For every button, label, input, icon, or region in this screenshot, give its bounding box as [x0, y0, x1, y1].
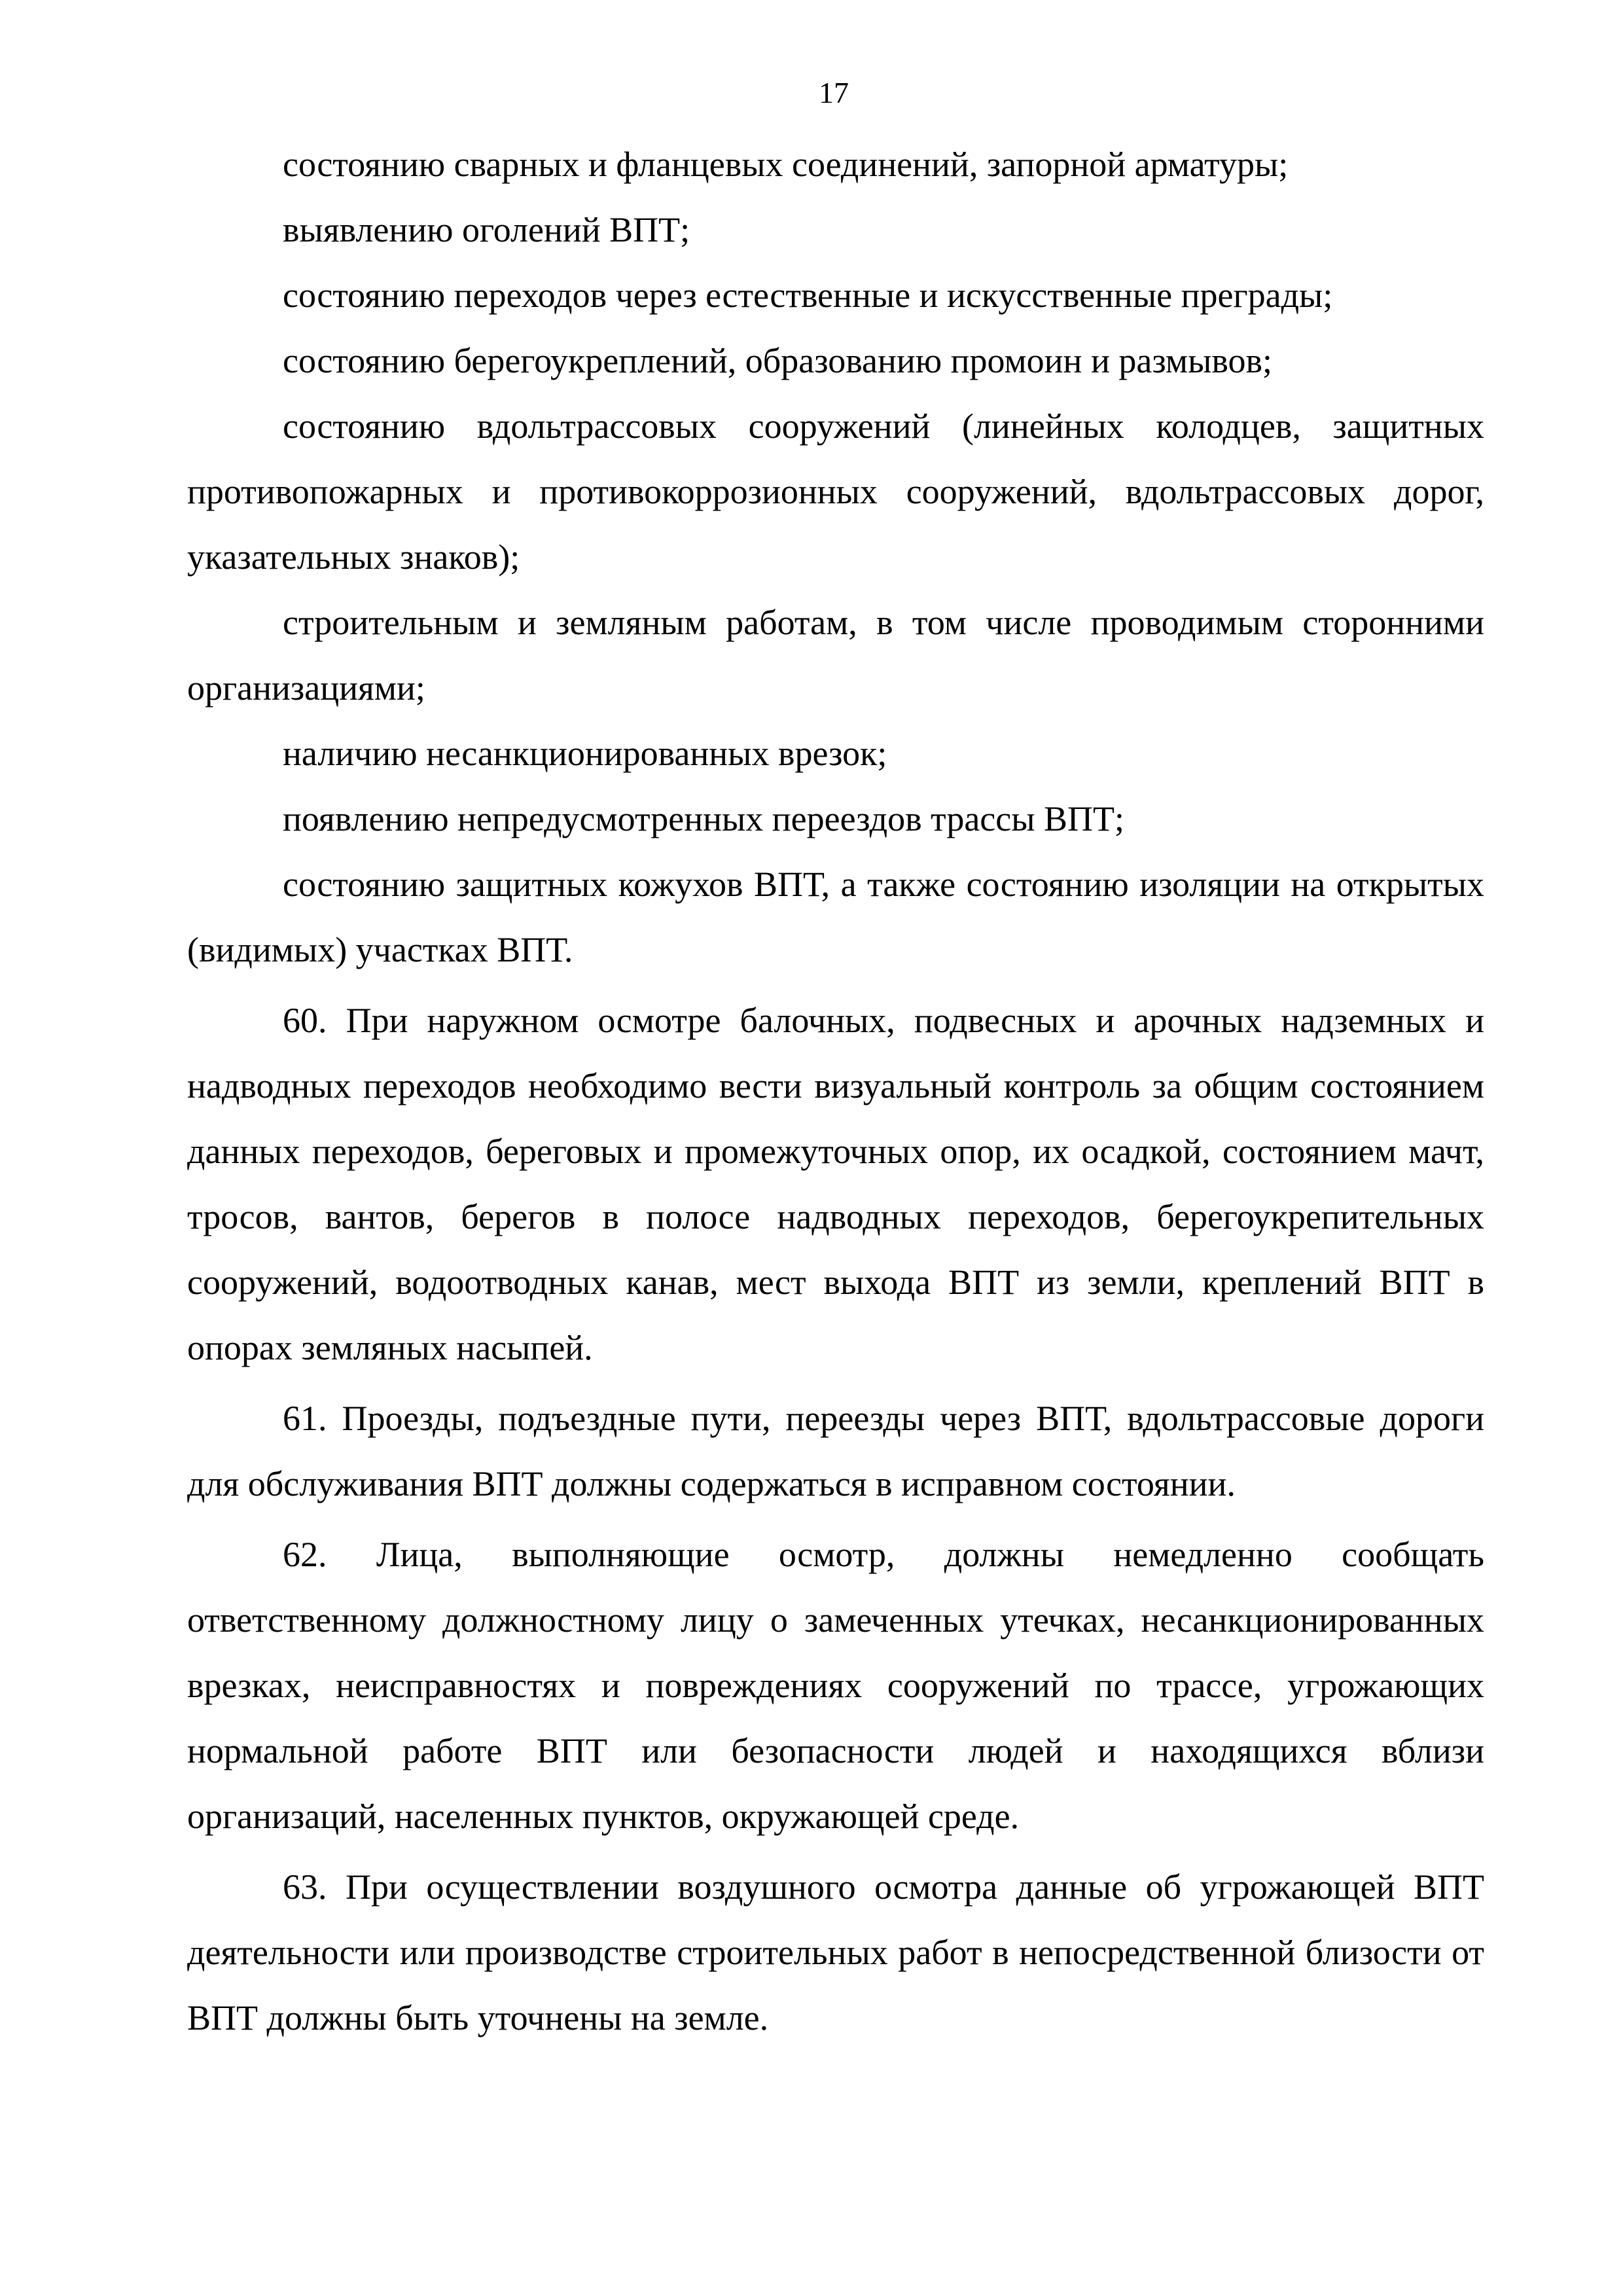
paragraph-crossings: состоянию переходов через естественные и искусственные преграды;	[283, 276, 1333, 315]
paragraph-pipe-exposure: выявлению оголений ВПТ;	[283, 210, 690, 249]
paragraph-protective-casings: состоянию защитных кожухов ВПТ, а также состоянию изоляции на открытых (видимых) участках ВПТ.	[187, 865, 1484, 969]
paragraph-welded-joints: состоянию сварных и фланцевых соединений, запорной арматуры;	[283, 145, 1289, 184]
paragraph-construction-works: строительным и земляным работам, в том числе проводимым сторонними организациями;	[187, 603, 1484, 708]
paragraph-item-60: 60. При наружном осмотре балочных, подвесных и арочных надземных и надводных переходов необходимо вести визуальный контроль за общим состоянием данных переходов, береговых и промежуточных опор, их осадкой, состоянием мачт, тросов, вантов, берегов в полосе надводных переходов, берегоукрепительных сооружений, водоотводных канав, мест выхода ВПТ из земли, креплений ВПТ в опорах земляных насыпей.	[187, 1001, 1484, 1367]
paragraph-bank-protection: состоянию берегоукреплений, образованию промоин и размывов;	[283, 341, 1272, 380]
paragraph-unplanned-crossings: появлению непредусмотренных переездов трассы ВПТ;	[283, 799, 1125, 838]
paragraph-item-62: 62. Лица, выполняющие осмотр, должны немедленно сообщать ответственному должностному лицу о замеченных утечках, несанкционированных врезках, неисправностях и повреждениях сооружений по трассе, угрожающих нормальной работе ВПТ или безопасности людей и находящихся вблизи организаций, населенных пунктов, окружающей среде.	[187, 1535, 1484, 1836]
paragraph-route-structures: состоянию вдольтрассовых сооружений (линейных колодцев, защитных противопожарных и противокоррозионных сооружений, вдольтрассовых дорог, указательных знаков);	[187, 406, 1484, 577]
paragraph-item-61: 61. Проезды, подъездные пути, переезды через ВПТ, вдольтрассовые дороги для обслуживания ВПТ должны содержаться в исправном состоянии.	[187, 1399, 1484, 1503]
document-body	[187, 132, 1484, 2051]
paragraph-unauthorized-taps: наличию несанкционированных врезок;	[283, 734, 887, 773]
paragraph-item-63: 63. При осуществлении воздушного осмотра данные об угрожающей ВПТ деятельности или производстве строительных работ в непосредственной близости от ВПТ должны быть уточнены на земле.	[187, 1867, 1484, 2037]
page-number: 17	[819, 76, 849, 109]
